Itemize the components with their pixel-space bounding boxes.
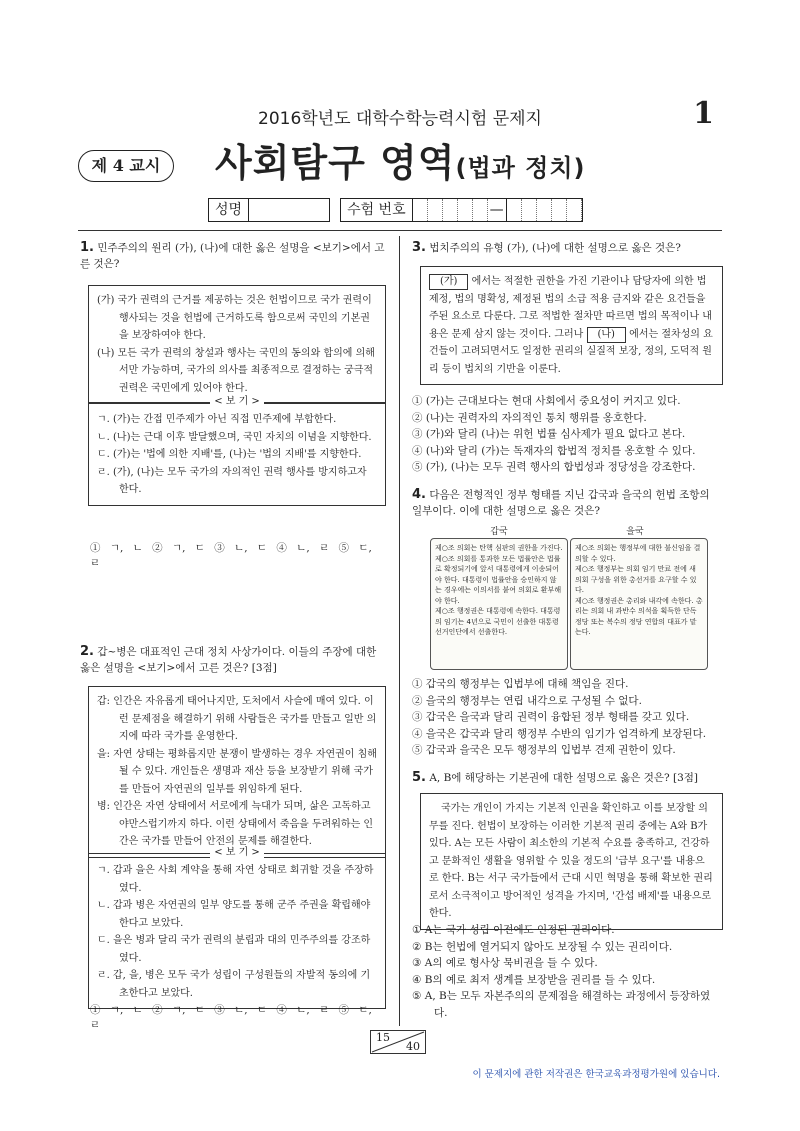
- option[interactable]: ① (가)는 근대보다는 현대 사회에서 중요성이 커지고 있다.: [412, 395, 681, 407]
- article: 제○조 의회는 행정부에 대한 불신임을 결의할 수 있다.: [575, 544, 701, 563]
- candidate-info: [208, 198, 583, 222]
- question-1-options[interactable]: ① ㄱ, ㄴ ② ㄱ, ㄷ ③ ㄴ, ㄷ ④ ㄴ, ㄹ ⑤ ㄷ, ㄹ: [90, 542, 372, 569]
- option[interactable]: ⑤ (가), (나)는 모두 권력 행사의 합법성과 정당성을 강조한다.: [412, 461, 696, 473]
- option[interactable]: ④ B의 예로 최저 생계를 보장받을 권리를 들 수 있다.: [412, 973, 656, 986]
- page-number: 1: [693, 96, 714, 131]
- question-5-stem: [412, 770, 722, 786]
- passage-item: (가) 국가 권력의 근거를 제공하는 것은 헌법이므로 국가 권력이 행사되는 것을 헌법에 근거하도록 함으로써 국민의 기본권을 보장하여야 한다.: [97, 295, 372, 341]
- question-2-stem: [80, 644, 388, 676]
- passage-item: 갑: 인간은 자유롭게 태어나지만, 도처에서 사슬에 매여 있다. 이런 문제점을 해결하기 위해 사람들은 국가를 만들고 일반 의지에 따라 국가를 운영한다.: [97, 696, 377, 742]
- bogi-item: ㄹ. 갑, 을, 병은 모두 국가 성립이 구성원들의 자발적 동의에 기초한다고 보았다.: [97, 970, 371, 999]
- question-2-number: 2.: [80, 644, 94, 659]
- question-1-passage: [88, 285, 386, 404]
- question-2-bogi: [88, 847, 386, 1009]
- option[interactable]: ① A는 국가 성립 이전에도 인정된 권리이다.: [412, 924, 615, 936]
- exam-no-dash: —: [488, 199, 507, 221]
- tag-na: (나): [587, 327, 626, 343]
- option[interactable]: ② (나)는 권력자의 자의적인 통치 행위를 옹호한다.: [412, 411, 647, 424]
- copyright-notice: 이 문제지에 관한 저작권은 한국교육과정평가원에 있습니다.: [472, 1069, 720, 1080]
- bogi-item: ㄷ. 을은 병과 달리 국가 권력의 분립과 대의 민주주의를 강조하였다.: [97, 935, 371, 964]
- question-4-options: [412, 676, 722, 759]
- option[interactable]: ③ A의 예로 형사상 묵비권을 들 수 있다.: [412, 957, 598, 969]
- tag-ga: (가): [429, 274, 468, 290]
- option[interactable]: ② 을국의 행정부는 연립 내각으로 구성될 수 없다.: [412, 694, 642, 707]
- article: 제○조 행정권은 대통령에 속한다. 대통령의 임기는 4년으로 국민이 선출한 대통령 선거인단에서 선출한다.: [435, 607, 561, 636]
- exam-no-label: 수험 번호: [340, 198, 413, 222]
- constitution-scroll-b: [570, 538, 708, 670]
- question-2-options[interactable]: ① ㄱ, ㄴ ② ㄱ, ㄷ ③ ㄴ, ㄷ ④ ㄴ, ㄹ ⑤ ㄷ, ㄹ: [90, 1004, 372, 1031]
- passage-item: 을: 자연 상태는 평화롭지만 분쟁이 발생하는 경우 자연권이 침해될 수 있다. 개인들은 생명과 재산 등을 보장받기 위해 국가를 만들어 자연권의 일부를 위임하게 된다.: [97, 748, 377, 795]
- period-badge: 제 4 교시: [78, 150, 174, 182]
- question-3-options: [412, 393, 722, 476]
- question-2-text: 갑~병은 대표적인 근대 정치 사상가이다. 이들의 주장에 대한 옳은 설명을 <보기>에서 고른 것은? [3점]: [80, 646, 377, 674]
- passage-item: (나) 모든 국가 권력의 창설과 행사는 국민의 동의와 합의에 의해서만 가능하며, 국가의 의사를 최종적으로 결정하는 궁극적 권력은 국민에게 있어야 한다.: [97, 347, 375, 394]
- question-5-number: 5.: [412, 770, 426, 785]
- bogi-title: < 보 기 >: [210, 847, 264, 858]
- exam-no-field[interactable]: [413, 198, 583, 222]
- article: 제○조 행정권은 총리와 내각에 속한다. 총리는 의회 내 과반수 의석을 획득한 단독 정당 또는 복수의 정당 연합의 대표가 맡는다.: [575, 596, 703, 636]
- column-divider: [399, 236, 400, 1026]
- bogi-item: ㄷ. (가)는 '법에 의한 지배'를, (나)는 '법의 지배'를 지향한다.: [97, 449, 362, 460]
- question-4-number: 4.: [412, 487, 426, 502]
- bogi-item: ㄴ. 갑과 병은 자연권의 일부 양도를 통해 군주 주권을 확립해야 한다고 보았다.: [97, 900, 371, 929]
- subject-title: [215, 132, 586, 187]
- name-field[interactable]: [249, 198, 330, 222]
- option[interactable]: ⑤ 갑국과 을국은 모두 행정부의 입법부 견제 권한이 있다.: [412, 744, 676, 756]
- passage-item: 병: 인간은 자연 상태에서 서로에게 늑대가 되며, 삶은 고독하고 야만스럽기까지 하다. 이런 상태에서 죽음을 두려워하는 인간은 국가를 만들어 안전의 문제를 해결한다.: [97, 801, 374, 847]
- subject-sub: (법과 정치): [455, 154, 586, 182]
- question-1-number: 1.: [80, 240, 94, 255]
- option[interactable]: ④ 을국은 갑국과 달리 행정부 수반의 임기가 엄격하게 보장된다.: [412, 727, 707, 740]
- page-counter: [370, 1030, 426, 1054]
- question-4-stem: [412, 487, 722, 519]
- header-divider: [78, 230, 722, 231]
- option[interactable]: ⑤ A, B는 모두 자본주의의 문제점을 해결하는 과정에서 등장하였다.: [412, 990, 711, 1019]
- name-label: 성명: [208, 198, 249, 222]
- question-3-stem: [412, 240, 722, 256]
- question-1-stem: [80, 240, 388, 272]
- option[interactable]: ② B는 헌법에 열거되지 않아도 보장될 수 있는 권리이다.: [412, 940, 673, 953]
- passage-part-2: 에서는 절차성의 요건들이 고려되면서도 일정한 권리의 실질적 보장, 정의, 도덕적 원리 등이 법치의 기반을 이룬다.: [429, 328, 713, 375]
- label-country-b: 을국: [626, 527, 644, 537]
- passage-part-1: 에서는 적절한 권한을 가진 기관이나 담당자에 의한 법 제정, 법의 명확성, 제정된 법의 소급 적용 금지와 같은 요건들을 주된 요소로 다룬다. 그로 적법한 절차만 따르면 법의 목적이나 내용은 문제 삼지 않는 것이다. 그러나: [429, 276, 712, 340]
- subject-main: 사회탐구 영역: [215, 141, 456, 185]
- article: 제○조 행정부는 의회 임기 만료 전에 새 의회 구성을 위한 총선거를 요구할 수 있다.: [575, 565, 697, 594]
- question-1-text: 민주주의의 원리 (가), (나)에 대한 옳은 설명을 <보기>에서 고른 것은?: [80, 242, 385, 270]
- option[interactable]: ④ (나)와 달리 (가)는 독재자의 합법적 정치를 옹호할 수 있다.: [412, 444, 696, 457]
- question-3-number: 3.: [412, 240, 426, 255]
- bogi-item: ㄱ. (가)는 간접 민주제가 아닌 직접 민주제에 부합한다.: [97, 414, 337, 425]
- exam-title: 2016학년도 대학수학능력시험 문제지: [258, 109, 542, 129]
- constitution-scroll-a: [430, 538, 568, 670]
- question-1-bogi: [88, 396, 386, 506]
- question-2-passage: [88, 686, 386, 858]
- question-5-text: A, B에 해당하는 기본권에 대한 설명으로 옳은 것은? [3점]: [429, 772, 699, 784]
- bogi-item: ㄴ. (나)는 근대 이후 발달했으며, 국민 자치의 이념을 지향한다.: [97, 431, 372, 443]
- question-3-text: 법치주의의 유형 (가), (나)에 대한 설명으로 옳은 것은?: [429, 242, 681, 254]
- question-5-options: [412, 922, 722, 1021]
- total-pages: 40: [406, 1040, 420, 1053]
- article: 제○조 의회는 탄핵 심판의 권한을 가진다.: [435, 544, 563, 552]
- label-country-a: 갑국: [490, 527, 508, 537]
- option[interactable]: ③ (가)와 달리 (나)는 위헌 법률 심사제가 필요 없다고 본다.: [412, 428, 686, 440]
- current-page: 15: [376, 1031, 390, 1044]
- bogi-item: ㄱ. 갑과 을은 사회 계약을 통해 자연 상태로 회귀할 것을 주장하였다.: [97, 865, 374, 894]
- article: 제○조 의회를 통과한 모든 법률안은 법률로 확정되기에 앞서 대통령에게 이송되어야 한다. 대통령이 법률안을 승인하지 않는 경우에는 이의서를 붙여 의회로 환부해야 한다.: [435, 554, 562, 605]
- question-3-passage: [420, 266, 723, 385]
- bogi-item: ㄹ. (가), (나)는 모두 국가의 자의적인 권력 행사를 방지하고자 한다.: [97, 466, 367, 495]
- option[interactable]: ① 갑국의 행정부는 입법부에 대해 책임을 진다.: [412, 678, 629, 690]
- bogi-title: < 보 기 >: [210, 396, 264, 407]
- question-5-passage: 국가는 개인이 가지는 기본적 인권을 확인하고 이를 보장할 의무를 진다. 헌법이 보장하는 이러한 기본적 권리 중에는 A와 B가 있다. A는 모든 사람이 최소한의 기본적 수요를 충족하고, 건강하고 문화적인 생활을 영위할 수 있을 정도의 '급부 요구'를 내용으로 한다. B는 서구 국가들에서 근대 시민 혁명을 통해 확보한 권리로서 소극적이고 방어적인 성격을 가지며, '간섭 배제'를 내용으로 한다.: [420, 793, 723, 930]
- option[interactable]: ③ 갑국은 을국과 달리 권력이 융합된 정부 형태를 갖고 있다.: [412, 711, 690, 723]
- question-4-text: 다음은 전형적인 정부 형태를 지닌 갑국과 을국의 헌법 조항의 일부이다. 이에 대한 설명으로 옳은 것은?: [412, 489, 710, 517]
